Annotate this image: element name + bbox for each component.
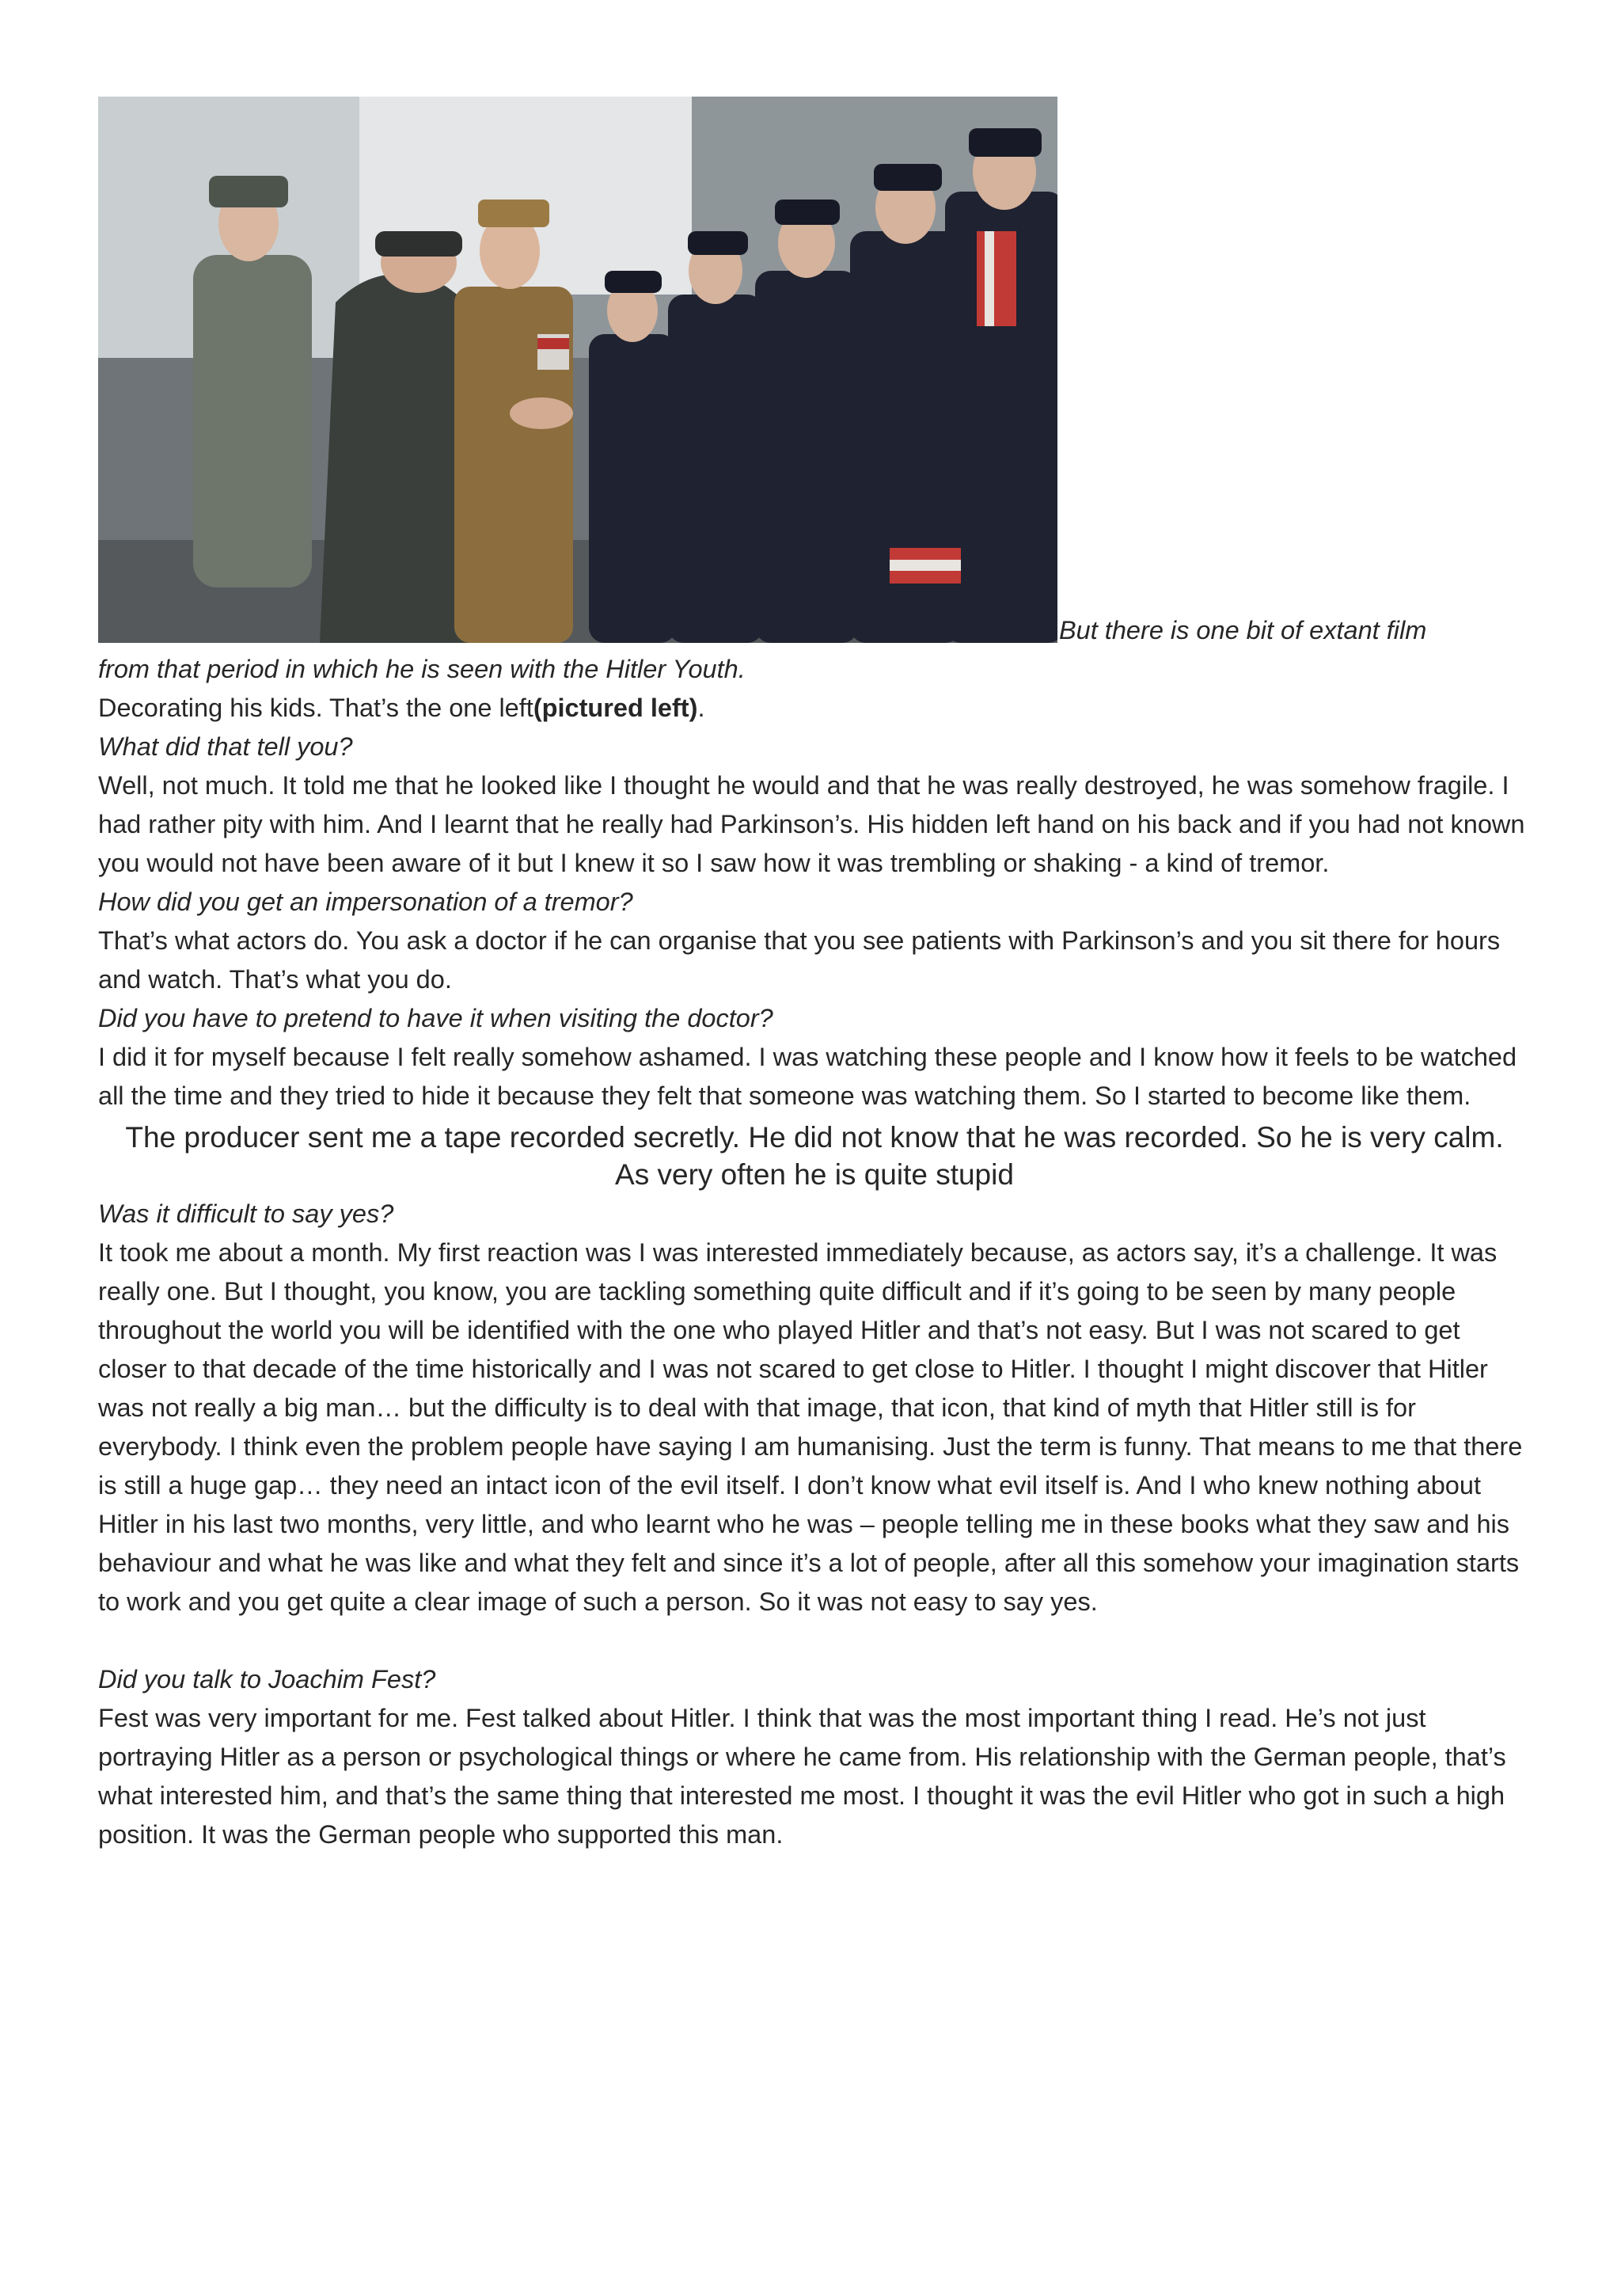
pull-quote: The producer sent me a tape recorded secretly. He did not know that he was recorded. So he is very calm. As very often he is quite stupid <box>125 1121 1504 1191</box>
pictured-left-label: (pictured left) <box>533 694 698 722</box>
question-4: Was it difficult to say yes? <box>98 1199 394 1228</box>
answer-2: That’s what actors do. You ask a doctor if he can organise that you see patients with Parkinson’s and you sit there for hours and watch. That’s what you do. <box>98 926 1501 994</box>
film-still-photo <box>98 97 1057 643</box>
question-3: Did you have to pretend to have it when visiting the doctor? <box>98 1004 773 1032</box>
paragraph-spacer <box>98 1621 1531 1660</box>
answer-5: Fest was very important for me. Fest talked about Hitler. I think that was the most important thing I read. He’s not just portraying Hitler as a person or psychological things or where he came from. His relationship with the German people, that’s what interested him, and that’s the same thing that interested me most. I thought it was the evil Hitler who got in such a high position. It was the German people who supported this man. <box>98 1704 1506 1849</box>
question-2: How did you get an impersonation of a tremor? <box>98 888 633 916</box>
article-page <box>98 97 1531 1854</box>
question-5: Did you talk to Joachim Fest? <box>98 1665 436 1693</box>
article-body <box>98 97 1531 1854</box>
answer-pictured-suffix: . <box>697 694 705 722</box>
answer-pictured <box>98 689 1531 728</box>
question-1: What did that tell you? <box>98 732 353 761</box>
film-still-illustration <box>98 97 1057 643</box>
answer-pictured-prefix: Decorating his kids. That’s the one left <box>98 694 533 722</box>
answer-4: It took me about a month. My first reaction was I was interested immediately because, as actors say, it’s a challenge. It was really one. But I thought, you know, you are tackling something quite difficult and if it’s going to be seen by many people throughout the world you will be identified with the one who played Hitler and that’s not easy. But I was not scared to get closer to that decade of the time historically and I was not scared to get close to Hitler. I thought I might discover that Hitler was not really a big man… but the difficulty is to deal with that image, that icon, that kind of myth that Hitler still is for everybody. I think even the problem people have saying I am humanising. Just the term is funny. That means to me that there is still a huge gap… they need an intact icon of the evil itself. I don’t know what evil itself is. And I who knew nothing about Hitler in his last two months, very little, and who learnt who he was – people telling me in these books what they saw and his behaviour and what he was like and what they felt and since it’s a lot of people, after all this somehow your imagination starts to work and you get quite a clear image of such a person. So it was not easy to say yes. <box>98 1238 1523 1616</box>
answer-1: Well, not much. It told me that he looked like I thought he would and that he was really destroyed, he was somehow fragile. I had rather pity with him. And I learnt that he really had Parkinson’s. His hidden left hand on his back and if you had not known you would not have been aware of it but I knew it so I saw how it was trembling or shaking - a kind of tremor. <box>98 771 1525 877</box>
photo-caption-line2: from that period in which he is seen with the Hitler Youth. <box>98 655 746 683</box>
answer-3: I did it for myself because I felt really somehow ashamed. I was watching these people and I know how it feels to be watched all the time and they tried to hide it because they felt that someone was watching them. So I started to become like them. <box>98 1043 1517 1110</box>
photo-caption-line1: But there is one bit of extant film <box>1059 616 1427 644</box>
